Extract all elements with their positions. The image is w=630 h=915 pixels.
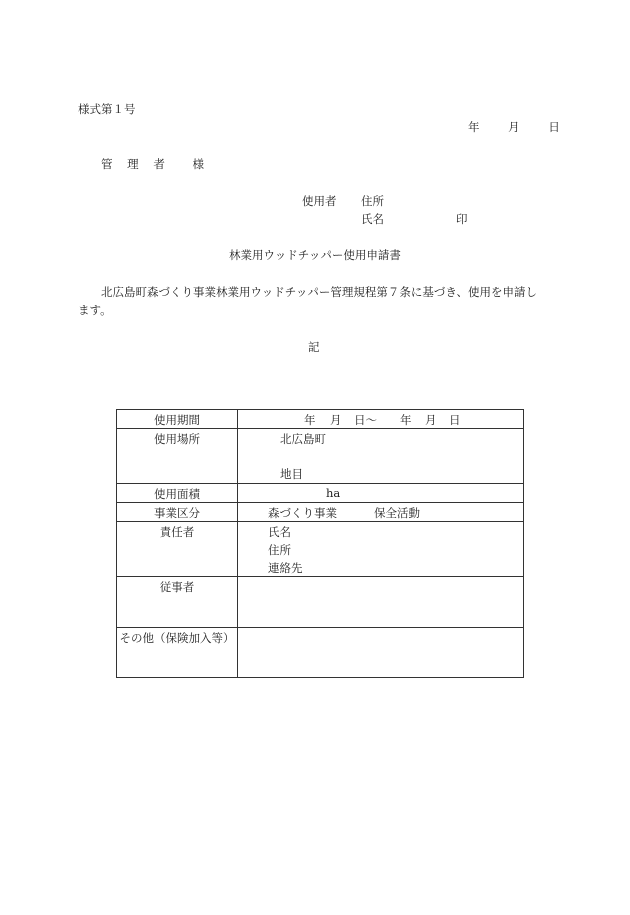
body-text-line-1: 北広島町森づくり事業林業用ウッドチッパー管理規程第７条に基づき、使用を申請し (101, 285, 537, 299)
period-label: 使用期間 (117, 410, 238, 429)
category-label: 事業区分 (117, 503, 238, 522)
other-label: その他（保険加入等） (117, 628, 238, 678)
category-option-forest[interactable]: 森づくり事業 (268, 506, 337, 520)
ki-heading: 記 (308, 340, 320, 354)
addressee-char-2: 理 (127, 157, 139, 171)
addressee-char-3: 者 (153, 157, 165, 171)
row-place (117, 429, 524, 484)
place-town: 北広島町 (280, 432, 326, 446)
date-month: 月 (508, 120, 520, 134)
place-value[interactable] (238, 429, 524, 484)
other-value[interactable] (238, 628, 524, 678)
place-label: 使用場所 (117, 429, 238, 484)
period-year-2: 年 (400, 413, 412, 427)
addressee-honorific: 様 (192, 157, 204, 171)
date-line (468, 119, 560, 135)
applicant-address-label: 住所 (361, 194, 384, 208)
category-value[interactable] (238, 503, 524, 522)
date-day: 日 (548, 120, 560, 134)
seal-mark: 印 (456, 212, 468, 226)
applicant-label: 使用者 (302, 194, 337, 208)
place-lot-label: 地目 (280, 467, 303, 481)
row-category (117, 503, 524, 522)
row-responsible (117, 522, 524, 577)
period-day-1: 日～ (354, 413, 377, 427)
area-value[interactable] (238, 484, 524, 503)
area-unit: ha (326, 486, 341, 500)
addressee-char-1: 管 (101, 157, 113, 171)
row-other (117, 628, 524, 678)
date-year: 年 (468, 120, 480, 134)
period-year-1: 年 (304, 413, 316, 427)
addressee (101, 156, 204, 172)
workers-value[interactable] (238, 577, 524, 628)
body-text-line-2: ます。 (78, 303, 112, 317)
row-workers (117, 577, 524, 628)
form-number: 様式第１号 (78, 102, 136, 116)
row-area (117, 484, 524, 503)
period-day-2: 日 (449, 413, 461, 427)
period-value[interactable] (238, 410, 524, 429)
period-month-1: 月 (330, 413, 342, 427)
workers-label: 従事者 (117, 577, 238, 628)
area-label: 使用面積 (117, 484, 238, 503)
category-option-conservation[interactable]: 保全活動 (374, 506, 420, 520)
document-title: 林業用ウッドチッパー使用申請書 (229, 248, 401, 262)
period-month-2: 月 (425, 413, 437, 427)
application-table (116, 409, 524, 678)
responsible-value[interactable] (238, 522, 524, 577)
responsible-contact-label: 連絡先 (268, 561, 303, 575)
applicant-name-label: 氏名 (361, 212, 384, 226)
responsible-address-label: 住所 (268, 543, 291, 557)
responsible-name-label: 氏名 (268, 525, 291, 539)
row-period (117, 410, 524, 429)
responsible-label: 責任者 (117, 522, 238, 577)
